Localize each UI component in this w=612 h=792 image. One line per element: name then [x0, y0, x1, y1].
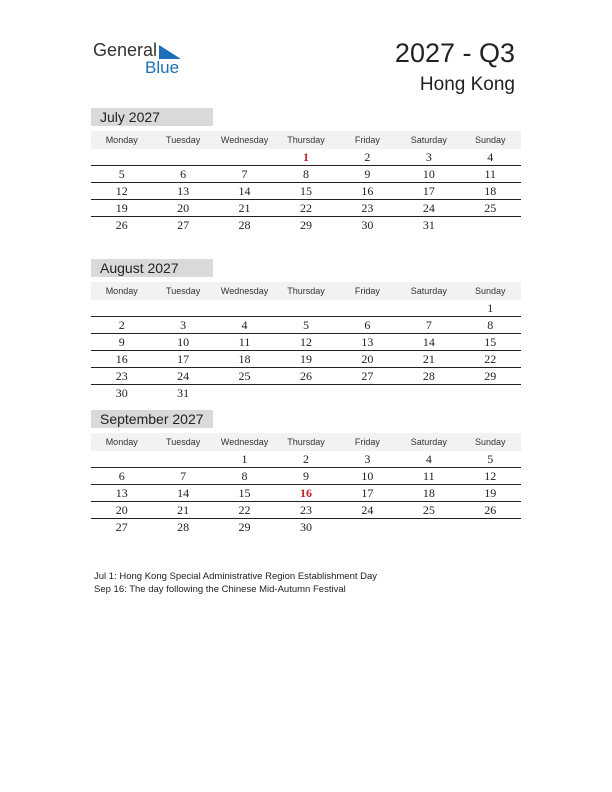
holiday-note: Jul 1: Hong Kong Special Administrative Region Establishment Day: [94, 571, 378, 582]
date-cell: 4: [487, 150, 494, 164]
week-row: [91, 166, 521, 183]
date-cell: 6: [180, 167, 187, 181]
date-cell: 20: [115, 503, 128, 517]
date-cell: 8: [241, 469, 248, 483]
weekday-label: Saturday: [410, 135, 447, 145]
date-cell: 12: [115, 184, 128, 198]
date-cell: 8: [302, 167, 309, 181]
date-cell: 10: [361, 469, 374, 483]
date-cell: 4: [425, 452, 432, 466]
date-cell: 17: [422, 184, 435, 198]
date-cell: 5: [302, 318, 309, 332]
week-row: [91, 351, 521, 368]
logo-blue-text: Blue: [145, 58, 180, 77]
date-cell: 12: [299, 335, 312, 349]
week-row: [91, 502, 521, 519]
weekday-label: Sunday: [474, 135, 506, 145]
weekday-label: Wednesday: [220, 437, 269, 447]
date-cell: 28: [238, 218, 251, 232]
week-row: [91, 149, 521, 166]
month-title: July 2027: [91, 108, 213, 126]
date-cell: [460, 385, 521, 401]
date-cell: 27: [177, 218, 190, 232]
date-cell: [398, 519, 459, 535]
date-cell: [398, 300, 459, 316]
date-cell: 31: [177, 386, 190, 400]
weekday-header-row: [91, 131, 521, 149]
month-title: September 2027: [91, 410, 213, 428]
date-cell: 20: [177, 201, 190, 215]
date-cell: 21: [177, 503, 190, 517]
weekday-label: Thursday: [287, 135, 325, 145]
date-cell: 24: [422, 201, 435, 215]
date-cell: 23: [361, 201, 374, 215]
weekday-label: Friday: [354, 437, 380, 447]
date-cell: [91, 300, 152, 316]
date-cell: 18: [484, 184, 497, 198]
weekday-label: Sunday: [474, 437, 506, 447]
date-cell: 7: [180, 469, 187, 483]
date-cell: 5: [487, 452, 494, 466]
date-cell: [91, 149, 152, 165]
date-cell: 5: [118, 167, 125, 181]
date-cell: 22: [238, 503, 251, 517]
date-cell: [152, 149, 213, 165]
date-cell: 20: [361, 352, 374, 366]
weekday-label: Saturday: [410, 286, 447, 296]
date-cell: 26: [484, 503, 497, 517]
date-cell: 13: [115, 486, 128, 500]
week-row: [91, 183, 521, 200]
date-cell: [275, 300, 336, 316]
date-cell: 2: [118, 318, 125, 332]
date-cell: 23: [299, 503, 312, 517]
week-row: [91, 334, 521, 351]
week-row: [91, 217, 521, 233]
date-cell: 19: [115, 201, 128, 215]
weekday-header-row: [91, 282, 521, 300]
month-calendar: [91, 259, 521, 401]
date-cell: 11: [484, 167, 497, 181]
week-row: [91, 485, 521, 502]
date-cell: 27: [115, 520, 128, 534]
date-cell: [214, 385, 275, 401]
date-cell: 22: [484, 352, 497, 366]
date-cell: 17: [361, 486, 374, 500]
date-cell: 25: [484, 201, 497, 215]
week-row: [91, 200, 521, 217]
date-cell: 4: [241, 318, 248, 332]
date-cell: 19: [299, 352, 312, 366]
weekday-label: Tuesday: [166, 437, 201, 447]
week-row: [91, 368, 521, 385]
date-cell: [214, 149, 275, 165]
date-cell: 14: [238, 184, 251, 198]
date-cell: 17: [177, 352, 190, 366]
date-cell: 11: [423, 469, 435, 483]
date-cell: 3: [180, 318, 187, 332]
weekday-label: Thursday: [287, 286, 325, 296]
date-cell: 15: [238, 486, 251, 500]
logo-triangle-icon: [159, 45, 181, 59]
date-cell: 18: [422, 486, 435, 500]
date-cell: 24: [361, 503, 374, 517]
date-cell: [398, 385, 459, 401]
date-cell: 30: [115, 386, 128, 400]
date-cell: 2: [364, 150, 371, 164]
date-cell: [337, 519, 398, 535]
date-cell: 24: [177, 369, 190, 383]
weekday-label: Tuesday: [166, 135, 201, 145]
date-cell: 16: [115, 352, 128, 366]
weekday-header-row: [91, 433, 521, 451]
holiday-notes: [94, 570, 377, 596]
date-cell: 7: [241, 167, 248, 181]
date-cell: 10: [177, 335, 190, 349]
page-title: 2027 - Q3: [394, 38, 515, 68]
date-cell: 13: [361, 335, 374, 349]
week-row: [91, 317, 521, 334]
week-row: [91, 451, 521, 468]
country-name: Hong Kong: [419, 74, 515, 95]
date-cell: 23: [115, 369, 128, 383]
date-cell: 14: [177, 486, 190, 500]
logo: [93, 40, 203, 80]
date-cell: 30: [361, 218, 374, 232]
holiday-note: Sep 16: The day following the Chinese Mid-Autumn Festival: [94, 584, 346, 595]
week-row: [91, 300, 521, 317]
date-cell: 18: [238, 352, 251, 366]
date-cell: 19: [484, 486, 497, 500]
weekday-label: Friday: [354, 286, 380, 296]
date-cell: 6: [364, 318, 371, 332]
date-cell: 30: [299, 520, 312, 534]
weekday-label: Thursday: [287, 437, 325, 447]
date-cell: 16: [361, 184, 374, 198]
date-cell: 25: [238, 369, 251, 383]
date-cell: 11: [238, 335, 251, 349]
weekday-label: Tuesday: [166, 286, 201, 296]
date-cell: 31: [422, 218, 435, 232]
weekday-label: Sunday: [474, 286, 506, 296]
date-cell: 1: [487, 301, 494, 315]
date-cell: [152, 300, 213, 316]
date-cell: 29: [299, 218, 312, 232]
weekday-label: Wednesday: [220, 135, 269, 145]
date-cell: 2: [302, 452, 309, 466]
date-cell: 29: [484, 369, 497, 383]
week-row: [91, 385, 521, 401]
logo-general-text: General: [93, 40, 158, 60]
date-cell: [275, 385, 336, 401]
week-row: [91, 468, 521, 485]
date-cell: 29: [238, 520, 251, 534]
weekday-label: Friday: [354, 135, 380, 145]
date-cell: 6: [118, 469, 125, 483]
date-cell: 8: [487, 318, 494, 332]
date-cell: 7: [425, 318, 432, 332]
weekday-label: Monday: [105, 437, 138, 447]
date-cell: 25: [422, 503, 435, 517]
weekday-label: Saturday: [410, 437, 447, 447]
date-cell: [91, 451, 152, 467]
date-cell: 13: [177, 184, 190, 198]
date-cell: 12: [484, 469, 497, 483]
weekday-label: Monday: [105, 135, 138, 145]
date-cell: [460, 519, 521, 535]
date-cell: 15: [299, 184, 312, 198]
date-cell: 10: [422, 167, 435, 181]
date-cell: 1: [241, 452, 248, 466]
month-title: August 2027: [91, 259, 213, 277]
date-cell: [337, 300, 398, 316]
date-cell: 21: [238, 201, 251, 215]
date-cell: 9: [118, 335, 125, 349]
date-cell: [152, 451, 213, 467]
holiday-date-cell: 1: [302, 150, 309, 164]
date-cell: 26: [115, 218, 128, 232]
weekday-label: Wednesday: [220, 286, 269, 296]
date-cell: 15: [484, 335, 497, 349]
date-cell: [460, 217, 521, 233]
month-calendar: [91, 410, 521, 535]
week-row: [91, 519, 521, 535]
date-cell: 9: [302, 469, 309, 483]
date-cell: 14: [422, 335, 435, 349]
date-cell: 28: [177, 520, 190, 534]
date-cell: 26: [299, 369, 312, 383]
weekday-label: Monday: [105, 286, 138, 296]
holiday-date-cell: 16: [299, 486, 312, 500]
date-cell: 9: [364, 167, 371, 181]
date-cell: 21: [422, 352, 435, 366]
date-cell: 28: [422, 369, 435, 383]
date-cell: 27: [361, 369, 374, 383]
date-cell: 22: [299, 201, 312, 215]
date-cell: 3: [364, 452, 371, 466]
date-cell: [214, 300, 275, 316]
date-cell: 3: [425, 150, 432, 164]
month-calendar: [91, 108, 521, 233]
date-cell: [337, 385, 398, 401]
